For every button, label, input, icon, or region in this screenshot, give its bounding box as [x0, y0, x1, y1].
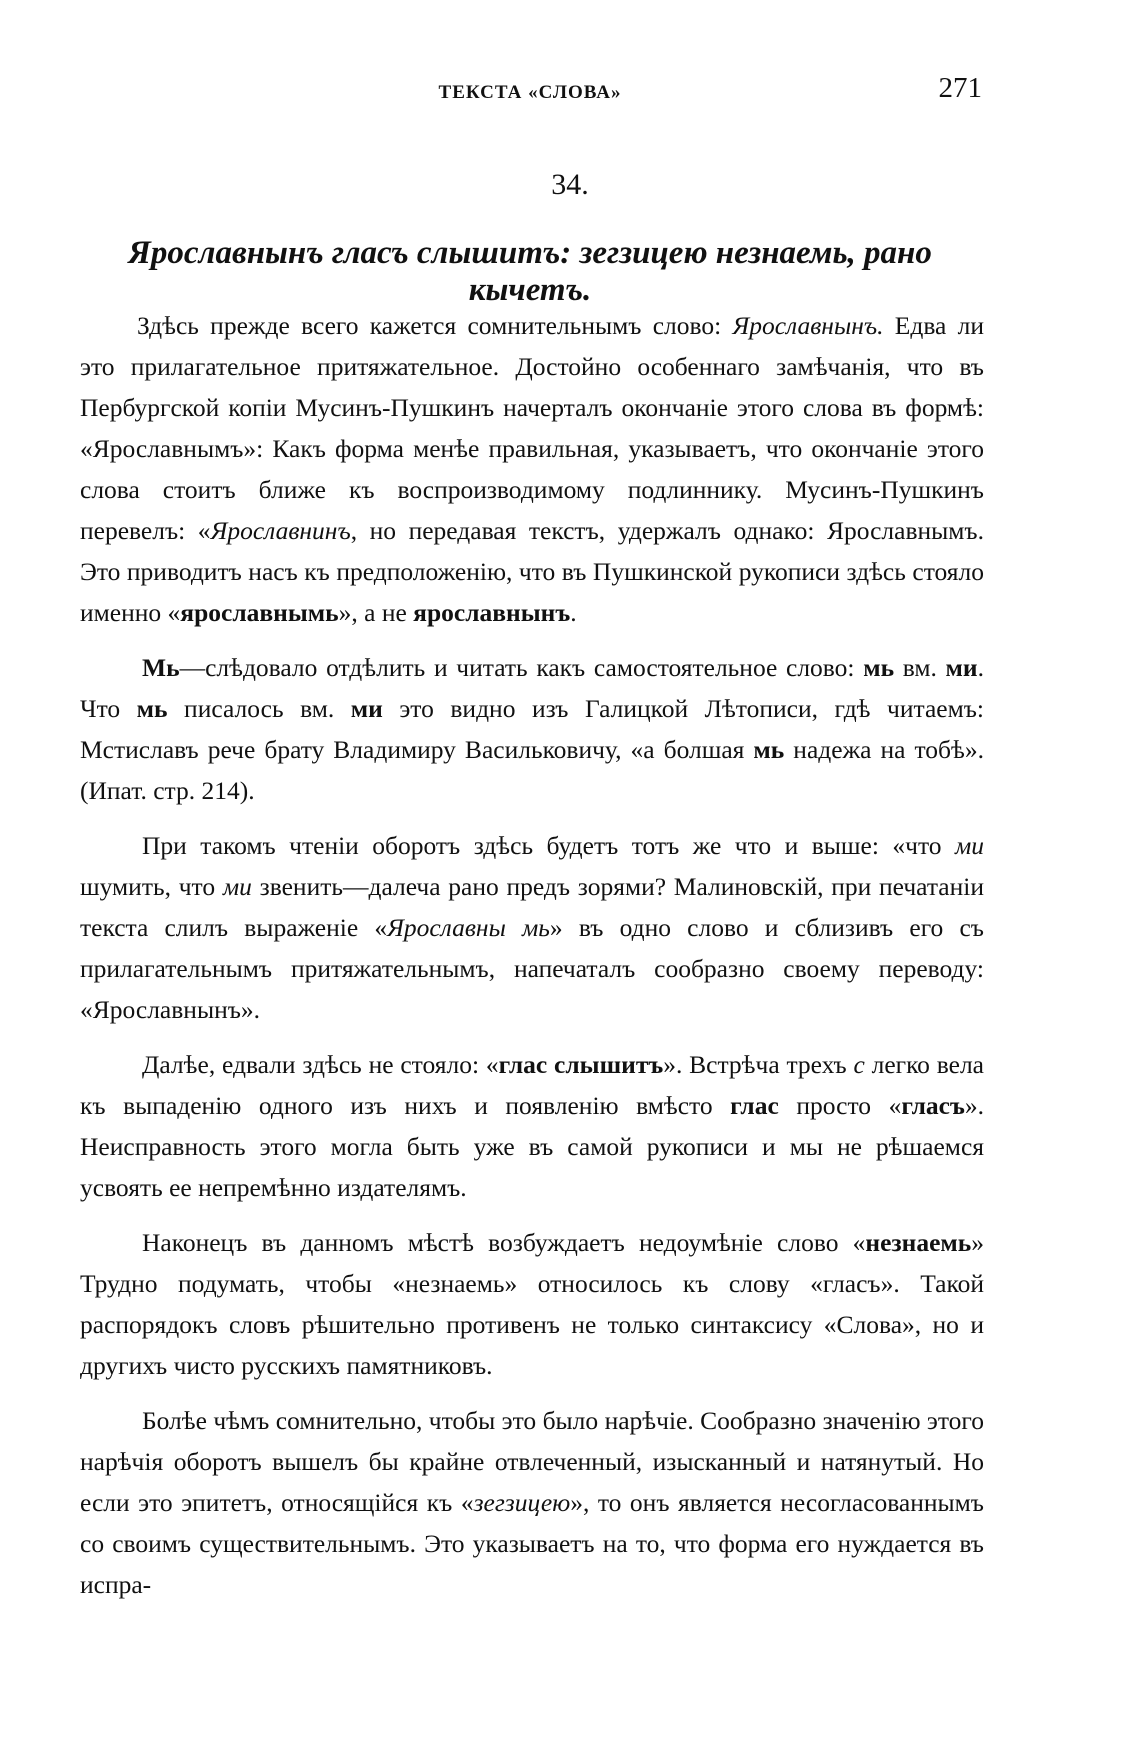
emphasized-text: ми	[945, 653, 978, 682]
text-run: —слѣдовало отдѣлить и читать какъ самостоятельное слово:	[179, 653, 864, 682]
emphasized-text: гласъ	[901, 1091, 965, 1120]
text-run: », а не	[338, 598, 414, 627]
emphasized-text: мь	[753, 735, 785, 764]
emphasized-text: ми	[222, 872, 252, 901]
text-run: Болѣе чѣмъ сомнительно, чтобы это было нарѣчіе. Сообразно значенію этого нарѣчія оборотъ вышелъ бы крайне отвлеченный, изысканный и натянутый. Но если это эпитетъ, относящійся къ «	[80, 1406, 984, 1517]
text-run: , но передавая текстъ, удержалъ однако: Ярославнымъ. Это приводитъ насъ къ предположенію, что въ Пушкинской рукописи здѣсь стояло именно «	[80, 516, 984, 627]
text-run: Наконецъ въ данномъ мѣстѣ возбуждаетъ недоумѣніе слово «	[142, 1228, 866, 1257]
page-header	[80, 72, 980, 122]
text-run: .	[570, 598, 577, 627]
text-run: вм.	[894, 653, 946, 682]
emphasized-text: ми	[350, 694, 383, 723]
text-run: просто «	[778, 1091, 902, 1120]
emphasized-text: ярославнынъ	[413, 598, 571, 627]
text-run: ». Встрѣча трехъ	[663, 1050, 854, 1079]
text-run: », то онъ является несогласованнымъ со своимъ существительнымъ. Это указываетъ на то, что форма его нуждается въ испра-	[80, 1488, 984, 1599]
body-text	[80, 305, 984, 1619]
emphasized-text: Ярославнинъ	[210, 516, 351, 545]
paragraph	[80, 825, 984, 1030]
text-run: При такомъ чтеніи оборотъ здѣсь будетъ тотъ же что и выше: «что	[142, 831, 955, 860]
text-run: . Что	[80, 653, 984, 723]
text-run: Далѣе, едвали здѣсь не стояло: «	[142, 1050, 499, 1079]
text-run: писалось вм.	[167, 694, 351, 723]
text-run: шумить, что	[80, 872, 223, 901]
emphasized-text: ми	[954, 831, 984, 860]
emphasized-text: Ярославны мь	[387, 913, 550, 942]
text-run: Едва ли это прилагательное притяжательное. Достойно особеннаго замѣчанія, что въ Пербургской копіи Мусинъ-Пушкинъ начерталъ окончаніе этого слова въ формѣ: «Ярославнымъ»: Какъ форма менѣе правильная, указываетъ, что окончаніе этого слова стоитъ ближе къ воспроизводимому подлиннику. Мусинъ-Пушкинъ перевелъ: «	[80, 311, 984, 545]
page-number: 271	[938, 72, 982, 104]
emphasized-text: глас	[730, 1091, 779, 1120]
paragraph	[80, 1044, 984, 1208]
text-run: звенить—далеча рано предъ зорями? Малиновскій, при печатаніи текста слилъ выраженіе «	[80, 872, 984, 942]
text-run: ». Неисправность этого могла быть уже въ самой рукописи и мы не рѣшаемся усвоять ее непремѣнно издателямъ.	[80, 1091, 984, 1202]
emphasized-text: с	[853, 1050, 865, 1079]
paragraph	[80, 1222, 984, 1386]
emphasized-text: глас слышитъ	[498, 1050, 664, 1079]
text-run: легко вела къ выпаденію одного изъ нихъ и появленію вмѣсто	[80, 1050, 984, 1120]
emphasized-text: зегзицею	[473, 1488, 571, 1517]
text-run: надежа на тобѣ». (Ипат. стр. 214).	[80, 735, 984, 805]
paragraph	[80, 1400, 984, 1605]
text-run: » въ одно слово и сблизивъ его съ прилагательнымъ притяжательнымъ, напечаталъ сообразно своему переводу: «Ярославнынъ».	[80, 913, 984, 1024]
emphasized-text: незнаемь	[865, 1228, 972, 1257]
section-number: 34.	[551, 168, 589, 201]
paragraph	[80, 647, 984, 811]
emphasized-text: мь	[136, 694, 168, 723]
emphasized-text: Ярославнынъ.	[732, 311, 884, 340]
text-run: это видно изъ Галицкой Лѣтописи, гдѣ читаемъ: Мстиславъ рече брату Владимиру Васильковичу, «а болшая	[80, 694, 985, 764]
emphasized-text: ярославнымь	[180, 598, 339, 627]
text-run: » Трудно подумать, чтобы «незнаемь» относилось къ слову «гласъ». Такой распорядокъ словъ рѣшительно противенъ не только синтаксису «Слова», но и другихъ чисто русскихъ памятниковъ.	[80, 1228, 984, 1380]
emphasized-text: мь	[863, 653, 895, 682]
running-title: ТЕКСТА «СЛОВА»	[438, 82, 622, 103]
paragraph	[80, 305, 984, 633]
emphasized-text: Мь	[142, 653, 180, 682]
section-quote: Ярославнынъ гласъ слышитъ: зегзицею незнаемь, рано кычетъ.	[128, 235, 932, 308]
text-run: Здѣсь прежде всего кажется сомнительнымъ слово:	[137, 311, 733, 340]
